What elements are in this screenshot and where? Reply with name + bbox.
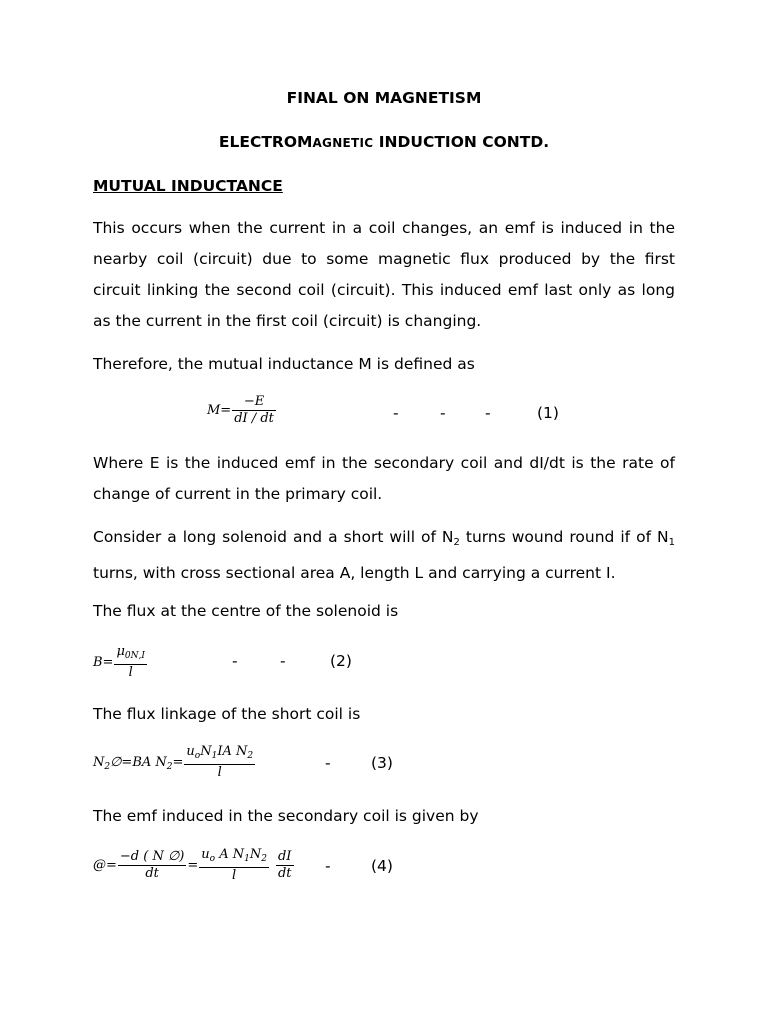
paragraph-solenoid — [93, 522, 675, 589]
eq2-num-tail: ,I — [138, 651, 145, 661]
eq3-num-sub2: 2 — [247, 751, 254, 761]
eq1-denominator: dI / dt — [234, 411, 274, 426]
equation-4 — [93, 848, 295, 883]
eq3-lhs-b: ∅=BA N — [110, 755, 167, 770]
eq3-num-sub1: 1 — [211, 751, 218, 761]
page-title: FINAL ON MAGNETISM — [286, 89, 482, 107]
eq3-lhs-sub: 2 — [104, 762, 111, 772]
eq4-f2-n: N — [249, 847, 262, 862]
eq1-dash-1: - — [393, 404, 399, 422]
eq4-f3-denominator: dt — [277, 866, 292, 881]
eq4-f2-numerator — [199, 848, 269, 868]
eq4-f2-denominator: l — [232, 868, 237, 883]
eq1-number: (1) — [537, 404, 559, 422]
eq4-f1-numerator: −d ( N ∅) — [119, 849, 185, 864]
eq3-denominator: l — [217, 765, 222, 780]
eq3-numerator — [184, 745, 255, 765]
p4-sub-n2: 2 — [453, 537, 460, 548]
eq1-dash-3: - — [485, 404, 491, 422]
eq4-f2-u: u — [201, 847, 210, 862]
eq3-lhs-a: N — [93, 755, 105, 770]
page-subtitle — [0, 132, 768, 153]
eq4-lhs: @= — [93, 858, 117, 873]
equation-1 — [207, 395, 277, 426]
eq1-lhs: M= — [207, 403, 232, 418]
p4-text-a: Consider a long solenoid and a short will of N — [93, 528, 454, 546]
equation-2 — [93, 645, 148, 680]
eq4-number: (4) — [371, 857, 393, 875]
paragraph-where: Where E is the induced emf in the secondary coil and dI/dt is the rate of change of current in the primary coil. — [93, 454, 675, 503]
eq4-equals: = — [187, 858, 199, 873]
eq4-f1-denominator: dt — [145, 866, 159, 881]
eq2-number: (2) — [330, 652, 352, 670]
eq2-denominator: l — [128, 665, 133, 680]
eq1-numerator: −E — [232, 395, 276, 411]
equation-3 — [93, 745, 256, 780]
eq2-lhs: B= — [93, 655, 114, 670]
eq1-fraction — [232, 395, 276, 426]
paragraph-flux-linkage: The flux linkage of the short coil is — [93, 705, 361, 723]
eq2-numerator — [114, 645, 146, 665]
eq3-lhs-sub2: 2 — [166, 762, 173, 772]
eq3-num-sub-o: o — [194, 751, 201, 761]
subtitle-part2: AGNETIC — [312, 136, 374, 150]
subtitle-part3: INDUCTION CONTD. — [373, 133, 550, 151]
eq4-f2-sub1: 1 — [244, 854, 250, 864]
eq4-fraction-3 — [276, 850, 294, 881]
paragraph-intro: This occurs when the current in a coil changes, an emf is induced in the nearby coil (circuit) due to some magnetic flux produced by the first circuit linking the second coil (circuit). This induced emf last only as long as the current in the first coil (circuit) is changing. — [93, 219, 675, 330]
paragraph-emf-induced: The emf induced in the secondary coil is given by — [93, 807, 479, 825]
eq4-f2-sub-o: o — [209, 854, 216, 864]
eq4-f2-sub2: 2 — [261, 854, 267, 864]
section-heading: MUTUAL INDUCTANCE — [93, 177, 283, 195]
eq2-fraction — [114, 645, 146, 680]
eq4-fraction-2 — [199, 848, 269, 883]
p4-text-b: turns wound round if of N — [459, 528, 669, 546]
subtitle-part1: ELECTROM — [218, 133, 313, 151]
eq1-dash-2: - — [440, 404, 446, 422]
eq4-dash-1: - — [325, 857, 331, 875]
eq2-dash-1: - — [232, 652, 238, 670]
p4-text-c: turns, with cross sectional area A, length L and carrying a current I. — [93, 564, 616, 582]
eq4-f2-an: A N — [215, 847, 245, 862]
eq3-fraction — [184, 745, 255, 780]
p4-sub-n1: 1 — [668, 537, 675, 548]
eq3-lhs-c: = — [172, 755, 184, 770]
eq3-num-ian: IA N — [217, 744, 248, 759]
eq3-number: (3) — [371, 754, 393, 772]
eq3-num-u: u — [186, 744, 195, 759]
eq3-dash-1: - — [325, 754, 331, 772]
eq4-f3-numerator: dI — [276, 850, 294, 866]
eq2-mu: μ — [116, 644, 125, 659]
paragraph-definition: Therefore, the mutual inductance M is defined as — [93, 355, 475, 373]
paragraph-flux-centre: The flux at the centre of the solenoid is — [93, 602, 399, 620]
eq2-mu-sub: 0N — [124, 651, 139, 661]
eq3-num-n: N — [200, 744, 212, 759]
eq2-dash-2: - — [280, 652, 286, 670]
eq4-fraction-1 — [118, 850, 186, 881]
